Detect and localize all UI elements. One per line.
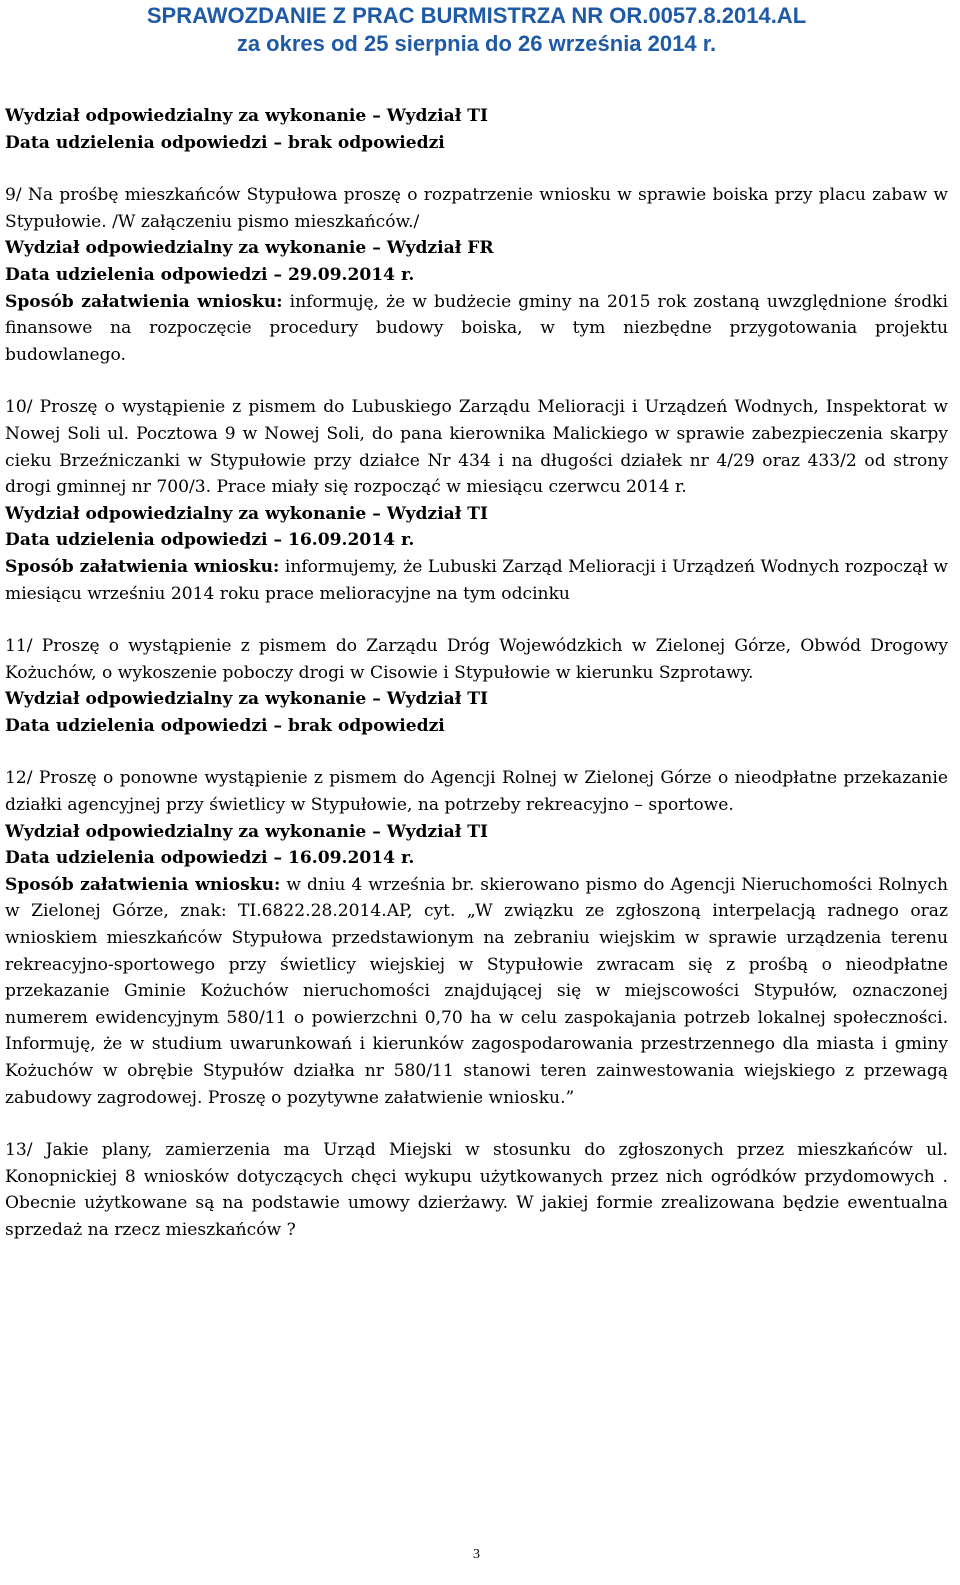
item11-date: Data udzielenia odpowiedzi – brak odpowiedzi (5, 715, 445, 736)
item10-date: Data udzielenia odpowiedzi – 16.09.2014 r. (5, 530, 415, 551)
item13-request: 13/ Jakie plany, zamierzenia ma Urząd Miejski w stosunku do zgłoszonych przez mieszkańców ul. Konopnickiej 8 wniosków dotyczących chęci wykupu użytkowanych przez nich ogródków przydomowych . Obecnie użytkowane są na podstawie umowy dzierżawy. W jakiej formie zrealizowana będzie ewentualna sprzedaż na rzecz mieszkańców ? (5, 1140, 948, 1240)
item9-date: Data udzielenia odpowiedzi – 29.09.2014 r. (5, 264, 415, 285)
item11-dept: Wydział odpowiedzialny za wykonanie – Wydział TI (5, 689, 488, 710)
item10-resolution-text: informujemy, że Lubuski Zarząd Melioracji i Urządzeń Wodnych rozpoczął w miesiącu wrześniu 2014 roku prace melioracyjne na tym odcinku (5, 556, 948, 604)
item12-resolution (5, 872, 948, 1111)
item12-request: 12/ Proszę o ponowne wystąpienie z pismem do Agencji Rolnej w Zielonej Górze o nieodpłatne przekazanie działki agencyjnej przy świetlicy w Stypułowie, na potrzeby rekreacyjno – sportowe. (5, 768, 948, 816)
item9-resolution-label: Sposób załatwienia wniosku: (5, 291, 283, 312)
item9-resolution-text: informuję, że w budżecie gminy na 2015 rok zostaną uwzględnione środki finansowe na rozpoczęcie procedury budowy boiska, w tym niezbędne przygotowania projektu budowlanego. (5, 291, 948, 365)
report-title: SPRAWOZDANIE Z PRAC BURMISTRZA NR OR.0057.8.2014.AL (146, 3, 807, 28)
top-dept-line: Wydział odpowiedzialny za wykonanie – Wydział TI (5, 106, 488, 126)
page-number: 3 (473, 1547, 480, 1562)
item10-resolution-label: Sposób załatwienia wniosku: (5, 556, 280, 577)
item10-resolution (5, 554, 948, 607)
item12-resolution-label: Sposób załatwienia wniosku: (5, 874, 281, 895)
item9-resolution (5, 289, 948, 369)
item10-request: 10/ Proszę o wystąpienie z pismem do Lubuskiego Zarządu Melioracji i Urządzeń Wodnych, Inspektorat w Nowej Soli ul. Pocztowa 9 w Nowej Soli, do pana kierownika Malickiego w sprawie zabezpieczenia skarpy cieku Brzeźniczanki w Stypułowie przy działce Nr 434 i na długości działek nr 4/29 oraz 433/2 od strony drogi gminnej nr 700/3. Prace miały się rozpocząć w miesiącu czerwcu 2014 r. (5, 397, 948, 498)
item9-request: 9/ Na prośbę mieszkańców Stypułowa proszę o rozpatrzenie wniosku w sprawie boiska przy placu zabaw w Stypułowie. /W załączeniu pismo mieszkańców./ (5, 185, 948, 232)
item10-dept: Wydział odpowiedzialny za wykonanie – Wydział TI (5, 503, 488, 524)
item12-dept: Wydział odpowiedzialny za wykonanie – Wydział TI (5, 821, 488, 842)
document-page (5, 0, 948, 1585)
top-date-line: Data udzielenia odpowiedzi – brak odpowiedzi (5, 132, 445, 153)
item12-date: Data udzielenia odpowiedzi – 16.09.2014 r. (5, 848, 415, 869)
item9-dept: Wydział odpowiedzialny za wykonanie – Wydział FR (5, 238, 494, 259)
item12-resolution-text: w dniu 4 września br. skierowano pismo do Agencji Nieruchomości Rolnych w Zielonej Górze, znak: TI.6822.28.2014.AP, cyt. „W związku ze zgłoszoną interpelacją radnego oraz wnioskiem mieszkańców Stypułowa przedstawionym na zebraniu wiejskim w sprawie urządzenia terenu rekreacyjno-sportowego przy świetlicy wiejskiej w Stypułowie zwracam się z prośbą o nieodpłatne przekazanie Gminie Kożuchów nieruchomości znajdującej się w miejscowości Stypułów, oznaczonej numerem ewidencyjnym 580/11 o powierzchni 0,70 ha w celu zaspokajania potrzeb lokalnej społeczności. Informuję, że w studium uwarunkowań i kierunków zagospodarowania przestrzennego dla miasta i gminy Kożuchów w obrębie Stypułów działka nr 580/11 stanowi teren zainwestowania wiejskiego z przewagą zabudowy zagrodowej. Proszę o pozytywne załatwienie wniosku.” (5, 874, 948, 1108)
item11-request: 11/ Proszę o wystąpienie z pismem do Zarządu Dróg Wojewódzkich w Zielonej Górze, Obwód Drogowy Kożuchów, o wykoszenie poboczy drogi w Cisowie i Stypułowie w kierunku Szprotawy. (5, 636, 948, 683)
report-period: za okres od 25 sierpnia do 26 września 2014 r. (236, 31, 717, 56)
